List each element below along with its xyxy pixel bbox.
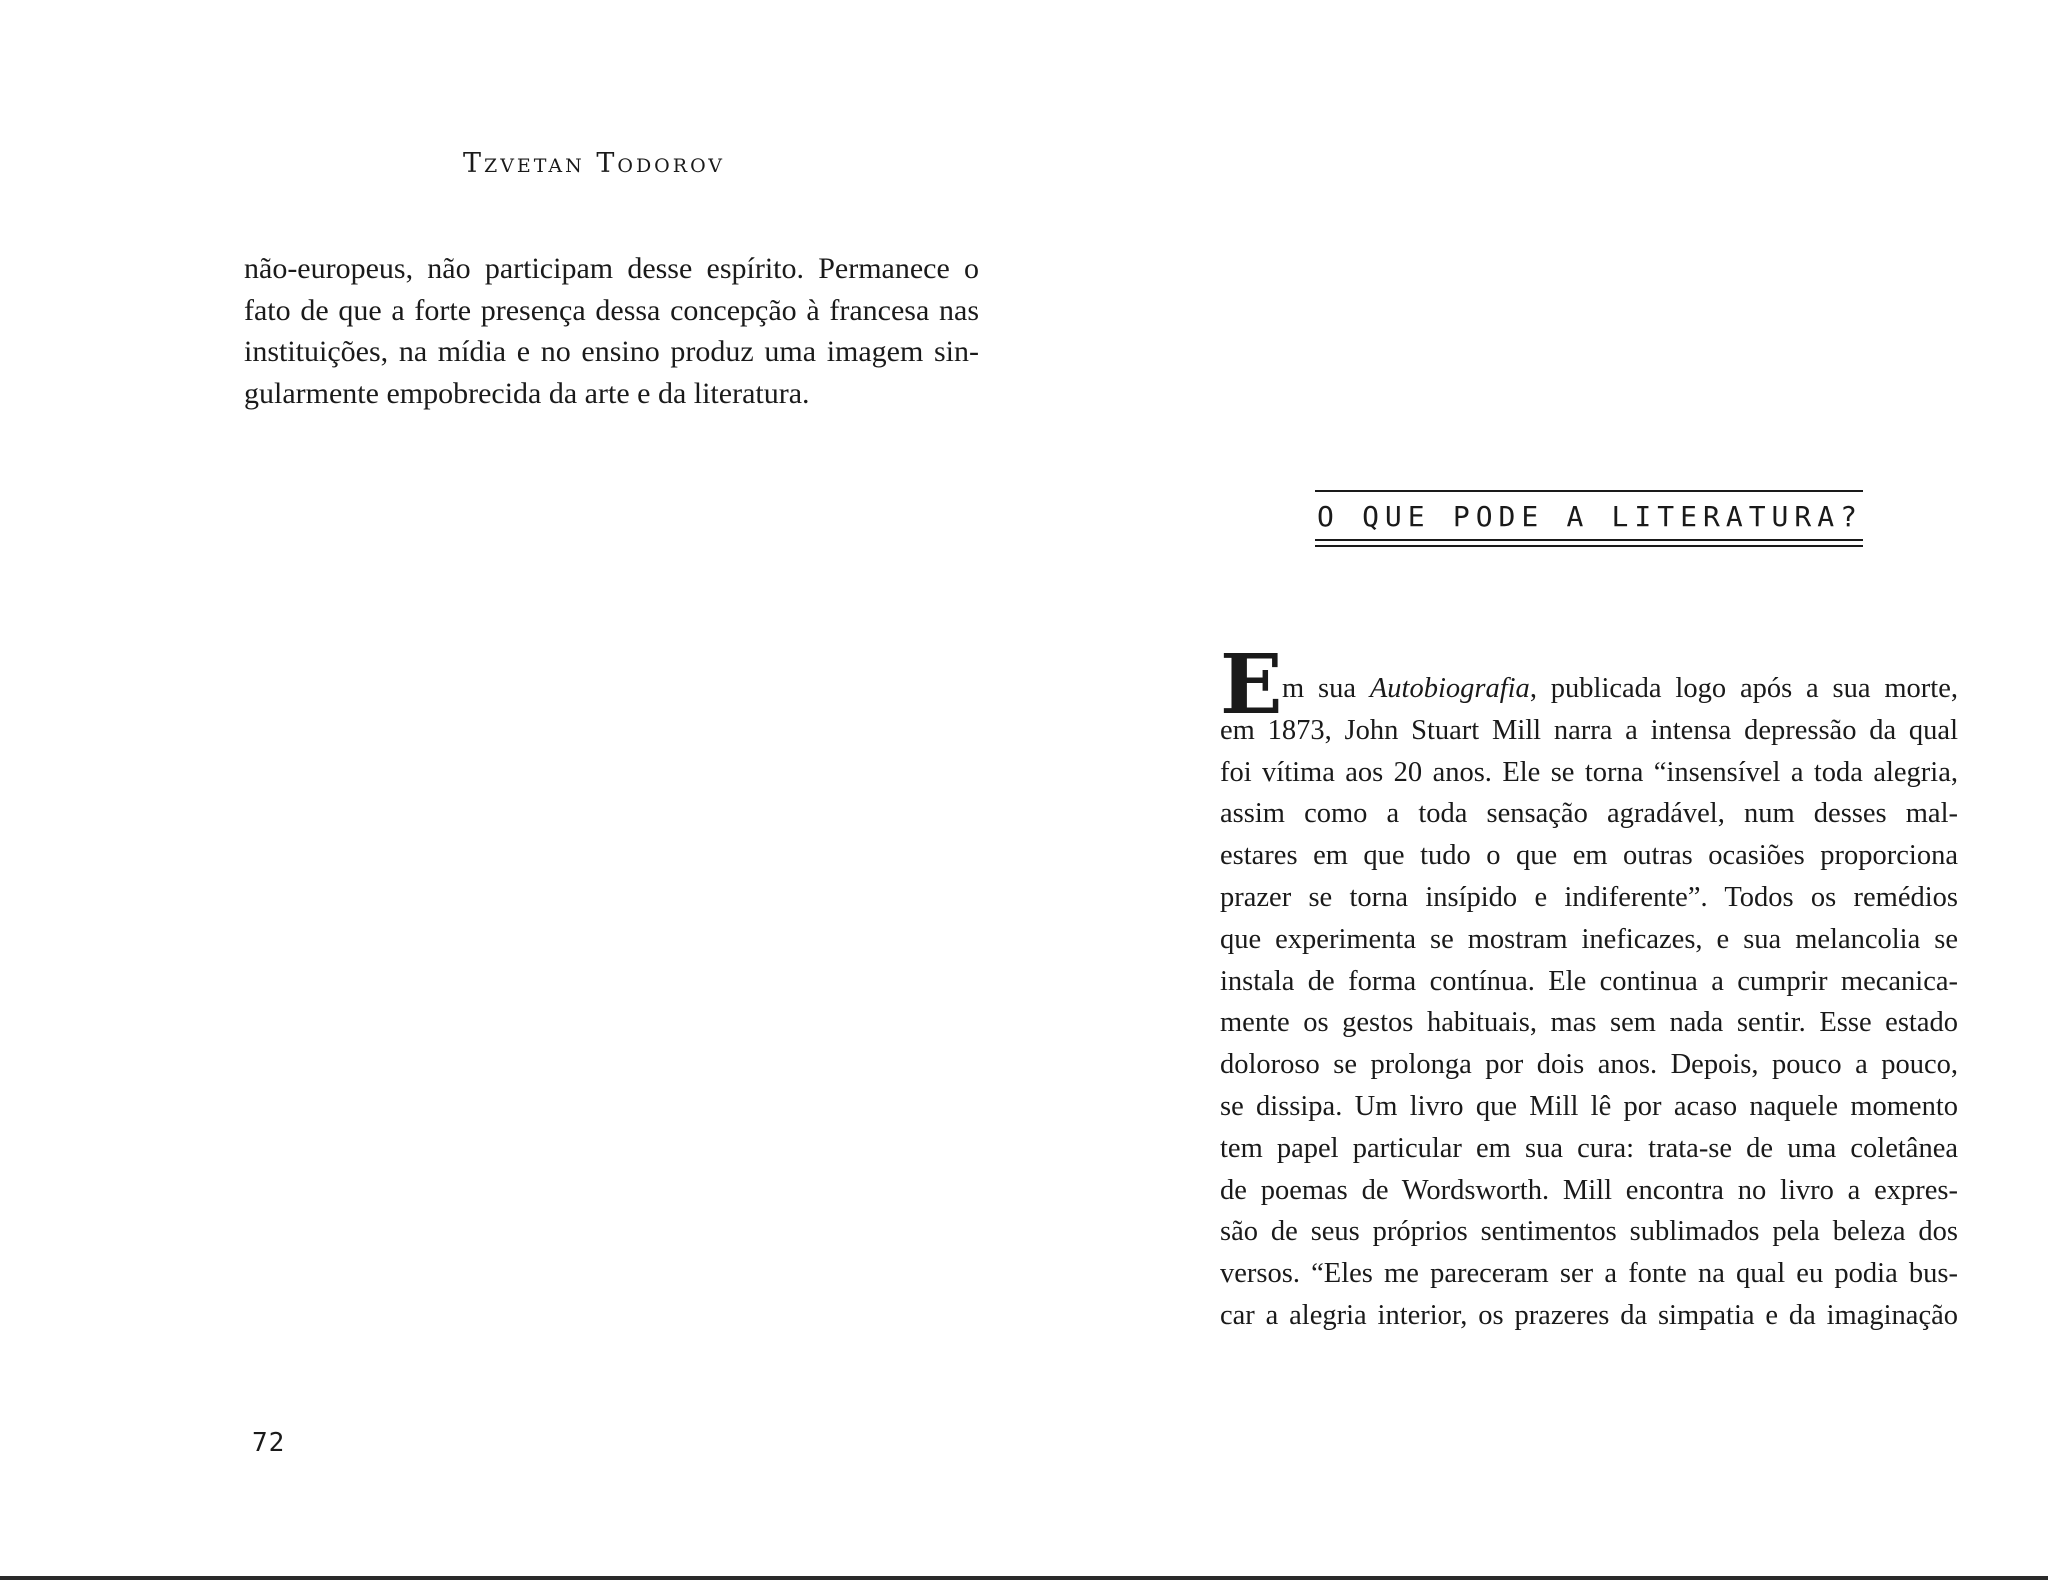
text-line: versos. “Eles me pareceram ser a fonte na qual eu podia bus- [1220, 1258, 1958, 1290]
text-line: car a alegria interior, os prazeres da simpatia e da imaginação [1220, 1299, 1958, 1331]
text-line: doloroso se prolonga por dois anos. Depois, pouco a pouco, [1220, 1049, 1958, 1081]
text-line: de poemas de Wordsworth. Mill encontra no livro a expres- [1220, 1174, 1958, 1206]
heading-double-rule [1315, 539, 1863, 547]
first-line-end: , publicada logo após a sua morte, [1529, 673, 1958, 704]
running-head: Tzvetan Todorov [463, 148, 726, 179]
right-body-text [1220, 637, 1958, 1337]
text-line: instala de forma contínua. Ele continua a cumprir mecanica- [1220, 965, 1958, 997]
text-line: não-europeus, não participam desse espírito. Permanece o [244, 252, 979, 285]
chapter-heading [1315, 490, 1863, 547]
text-line: em 1873, John Stuart Mill narra a intensa depressão da qual [1220, 714, 1958, 746]
text-line: instituições, na mídia e no ensino produz uma imagem sin- [244, 335, 979, 368]
text-line: fato de que a forte presença dessa concepção à francesa nas [244, 293, 979, 327]
left-body-text [244, 248, 979, 414]
book-title-italic: Autobiografia [1369, 673, 1530, 704]
text-line: estares em que tudo o que em outras ocasiões proporciona [1220, 840, 1958, 872]
chapter-title [1315, 492, 1863, 539]
chapter-title-word: PODE [1452, 500, 1545, 533]
drop-cap: E [1220, 637, 1283, 733]
text-line: são de seus próprios sentimentos sublimados pela beleza dos [1220, 1216, 1958, 1248]
chapter-title-word: QUE [1362, 500, 1431, 533]
first-line-start: m sua [1282, 673, 1370, 704]
text-line: gularmente empobrecida da arte e da literatura. [244, 376, 810, 410]
chapter-title-word: A [1566, 500, 1590, 533]
text-line: tem papel particular em sua cura: trata-se de uma coletânea [1220, 1132, 1958, 1164]
text-line: mente os gestos habituais, mas sem nada sentir. Esse estado [1220, 1007, 1958, 1039]
chapter-title-word: O [1317, 500, 1340, 533]
text-line: que experimenta se mostram ineficazes, e sua melancolia se [1220, 923, 1958, 955]
text-line: assim como a toda sensação agradável, num desses mal- [1220, 798, 1958, 830]
page-number: 72 [252, 1428, 286, 1458]
text-line: foi vítima aos 20 anos. Ele se torna “insensível a toda alegria, [1220, 756, 1958, 788]
scan-bottom-edge [0, 1576, 2048, 1580]
text-line: se dissipa. Um livro que Mill lê por acaso naquele momento [1220, 1090, 1958, 1122]
chapter-title-word: LITERATURA? [1611, 500, 1863, 533]
text-line: prazer se torna insípido e indiferente”. Todos os remédios [1220, 881, 1958, 913]
